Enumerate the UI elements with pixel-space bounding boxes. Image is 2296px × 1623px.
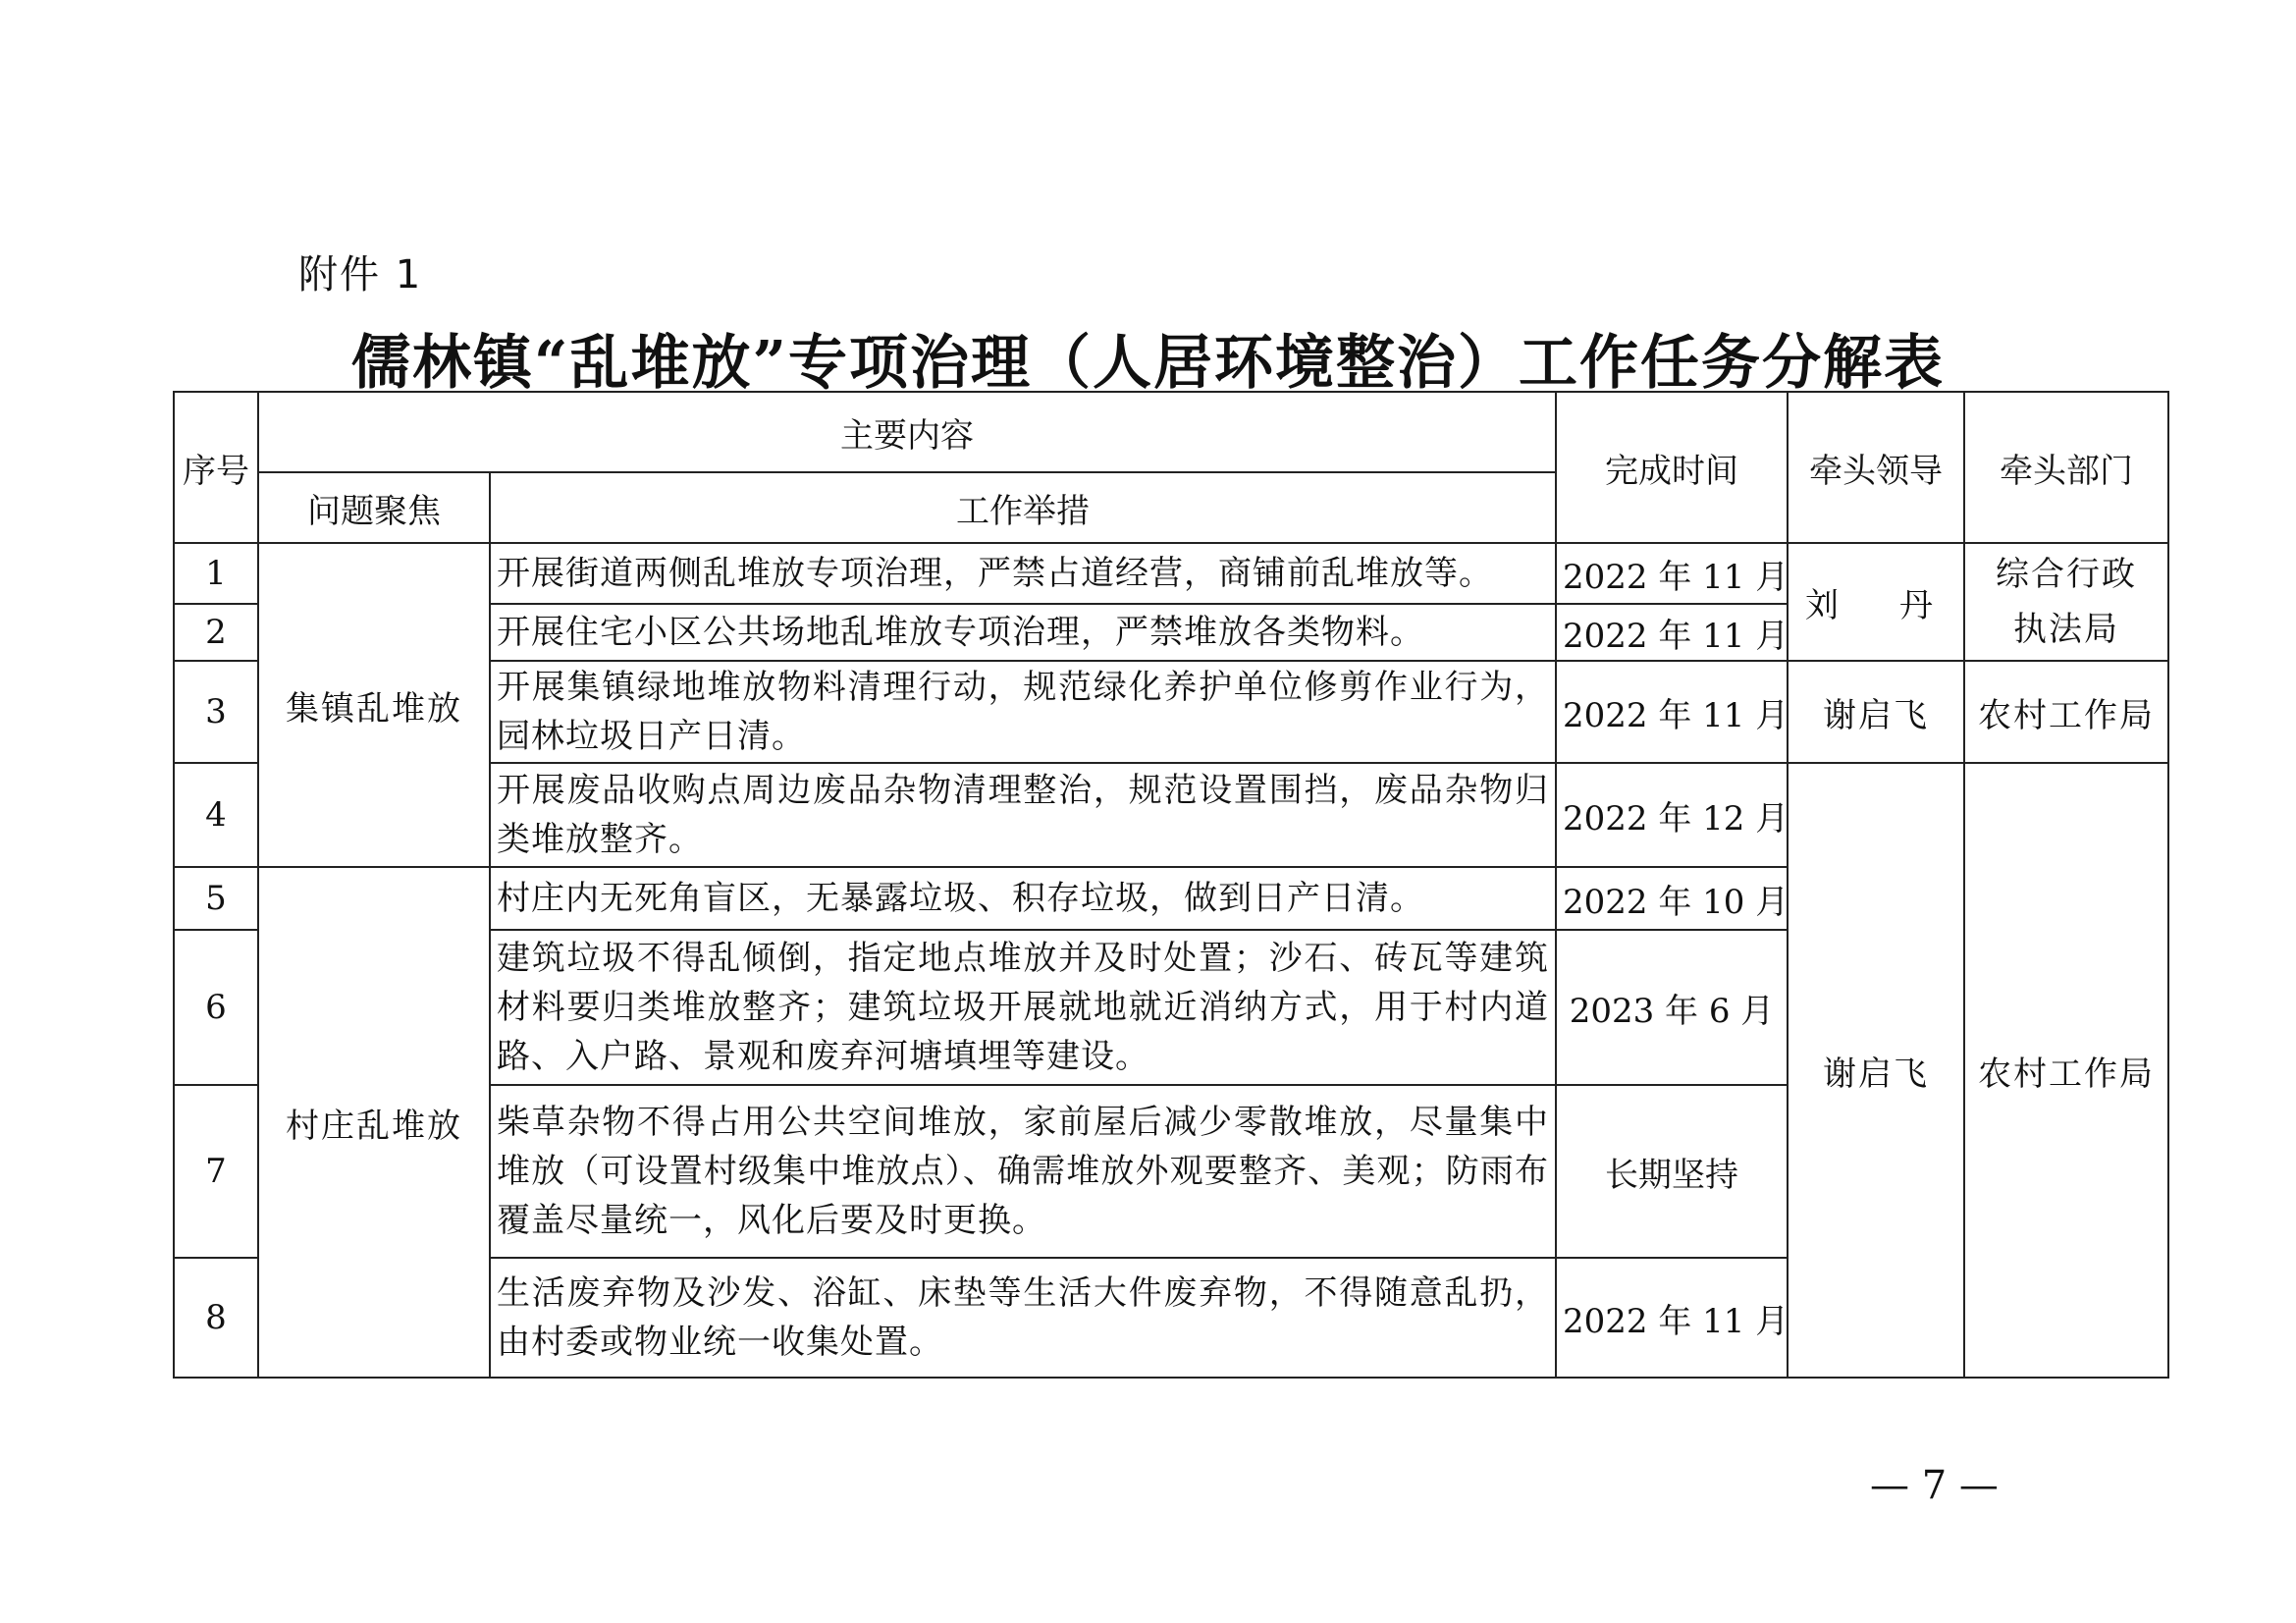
group-village: 村庄乱堆放 (258, 867, 490, 1378)
row-deadline: 2022 年 11 月 (1556, 543, 1788, 604)
leader-xie-b: 谢启飞 (1788, 763, 1964, 1378)
leader-xie-a: 谢启飞 (1788, 661, 1964, 763)
task-table (173, 391, 2169, 1379)
row-deadline: 2022 年 11 月 (1556, 661, 1788, 763)
row-deadline: 2022 年 10 月 (1556, 867, 1788, 930)
header-deadline: 完成时间 (1556, 392, 1788, 543)
header-measures: 工作举措 (490, 472, 1556, 543)
document-title: 儒林镇“乱堆放”专项治理（人居环境整治）工作任务分解表 (350, 329, 1946, 398)
row-deadline: 2022 年 11 月 (1556, 604, 1788, 661)
row-measure: 建筑垃圾不得乱倾倒，指定地点堆放并及时处置；沙石、砖瓦等建筑材料要归类堆放整齐；建筑垃圾开展就地就近消纳方式，用于村内道路、入户路、景观和废弃河塘填埋等建设。 (490, 930, 1556, 1085)
row-seq: 2 (174, 604, 258, 661)
row-measure: 开展集镇绿地堆放物料清理行动，规范绿化养护单位修剪作业行为，园林垃圾日产日清。 (490, 661, 1556, 763)
row-measure: 开展住宅小区公共场地乱堆放专项治理，严禁堆放各类物料。 (490, 604, 1556, 661)
row-seq: 6 (174, 930, 258, 1085)
row-deadline: 2022 年 11 月 (1556, 1258, 1788, 1378)
row-measure: 开展废品收购点周边废品杂物清理整治，规范设置围挡，废品杂物归类堆放整齐。 (490, 763, 1556, 867)
header-main-content: 主要内容 (258, 392, 1556, 472)
row-deadline: 长期坚持 (1556, 1085, 1788, 1258)
row-seq: 5 (174, 867, 258, 930)
page-number: — 7 — (1870, 1463, 1999, 1508)
row-deadline: 2023 年 6 月 (1556, 930, 1788, 1085)
leader-liu: 刘 丹 (1788, 543, 1964, 661)
row-seq: 8 (174, 1258, 258, 1378)
attachment-label: 附件 1 (298, 252, 423, 298)
row-measure: 柴草杂物不得占用公共空间堆放，家前屋后减少零散堆放，尽量集中堆放（可设置村级集中堆放点）、确需堆放外观要整齐、美观；防雨布覆盖尽量统一，风化后要及时更换。 (490, 1085, 1556, 1258)
department-nongcun-a: 农村工作局 (1964, 661, 2168, 763)
row-measure: 开展街道两侧乱堆放专项治理，严禁占道经营，商铺前乱堆放等。 (490, 543, 1556, 604)
header-row (174, 392, 2168, 472)
group-town: 集镇乱堆放 (258, 543, 490, 867)
header-seq: 序号 (174, 392, 258, 543)
row-measure: 生活废弃物及沙发、浴缸、床垫等生活大件废弃物，不得随意乱扔，由村委或物业统一收集处置。 (490, 1258, 1556, 1378)
header-focus: 问题聚焦 (258, 472, 490, 543)
header-leader: 牵头领导 (1788, 392, 1964, 543)
row-seq: 3 (174, 661, 258, 763)
header-department: 牵头部门 (1964, 392, 2168, 543)
row-seq: 7 (174, 1085, 258, 1258)
row-seq: 4 (174, 763, 258, 867)
department-zonghe: 综合行政执法局 (1964, 543, 2168, 661)
row-measure: 村庄内无死角盲区，无暴露垃圾、积存垃圾，做到日产日清。 (490, 867, 1556, 930)
table-row (174, 543, 2168, 604)
row-deadline: 2022 年 12 月 (1556, 763, 1788, 867)
row-seq: 1 (174, 543, 258, 604)
department-nongcun-b: 农村工作局 (1964, 763, 2168, 1378)
